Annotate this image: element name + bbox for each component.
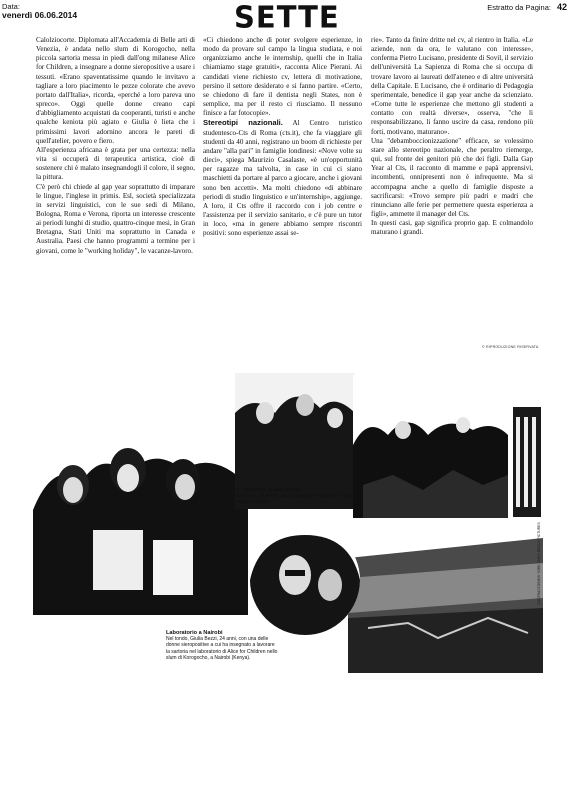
- extract-label: Estratto da Pagina:: [487, 3, 551, 12]
- paragraph: All'esperienza africana è grata per una certezza: nella vita si occuperà di terapeutica artistica, cioè di sostenere chi è malato insegnandogli il colore, il segno, la pittura.: [36, 145, 195, 182]
- caption-text: A sinistra, studentessa a Londra per imparare l'inglese sopra: Caroline,: [236, 493, 357, 506]
- group-students-photo: [33, 390, 248, 615]
- caption-text: Nel tondo, Giulia Bezzi, 24 anni, con una delle donne sieropositive a cui ha insegnato a lavorare la sartoria nel laboratorio di Alice for Children nello slum di Korogocho, a Nairobi (Kenya).: [166, 636, 278, 661]
- article-column-1: [36, 36, 195, 256]
- subsection: [203, 118, 362, 238]
- article-column-3: [371, 36, 533, 237]
- copyright-notice: © RIPRODUZIONE RISERVATA: [482, 345, 539, 349]
- city-view-photo: [348, 518, 543, 673]
- subsection-body: Al Centro turistico studentesco-Cts di Roma (cts.it), che fa viaggiare gli studenti da 40 anni, registrano un boom di richieste per andare "alla pari" in famiglie londinesi: «Nove volte su dieci», spiega Maurizio Casalaste, «è un'opportunità per ragazze ma talvolta, in case in cui ci siano maschietti da portare al parco a giocare, anche i giovani sono ben accetti». Ma molti chiedono «di abbinare periodi di studio linguistico e un'internship», aggiunge. A loro, il Cts offre il raccordo con i job centre e l'assistenza per il servizio sanitario, e c'è pure un tutor in loco, «ma in genere abbiamo sempre riscontri positivi: sono esperienze assai se-: [203, 119, 363, 238]
- caption-top: [236, 487, 361, 506]
- date-label: Data:: [2, 2, 20, 11]
- header-right: [487, 2, 567, 13]
- building-photo: [508, 387, 543, 517]
- caption-bottom: [166, 630, 278, 661]
- masthead: SETTE: [234, 0, 340, 35]
- portrait-photo: [250, 525, 360, 635]
- photo-credit: CONTRASTO/NEW YORK TIMES REDUX PICTURES: [537, 522, 541, 605]
- article-column-2: [203, 36, 362, 238]
- issue-date: venerdì 06.06.2014: [2, 10, 78, 20]
- paragraph: In questi casi, gap significa proprio gap. E colmandolo maturano i grandi.: [371, 219, 533, 237]
- paragraph: rie». Tanto da finire dritte nel cv, al rientro in Italia. «Le aziende, non da ora, le valutano con interesse», conferma Pietro Lucisano, presidente di Sovil, il servizio dell'università La Sapienza di Roma che si occupa di trovare lavoro ai laureati dell'ateneo e di altre università della Capitale. E Lucisano, che è ordinario di Pedagogia sperimentale, benedice il gap year anche da scienziato. «Come tutte le esperienze che mettono gli studenti a contatto con realtà diverse», osserva, "che li responsabilizzano, li fanno uscire da casa, rendono più forti, motivano, maturano».: [371, 36, 533, 136]
- paragraph: C'è però chi chiede al gap year soprattutto di imparare le lingue, l'inglese in primis. Esl, società specializzata in servizi linguistici, con le sue sedi di Milano, Bologna, Roma e Verona, riporta un interesse crescente ai periodi lunghi di studio, quattro-cinque mesi, in Gran Bretagna, Stati Uniti ma soprattutto in Canada e Australia. Paesi che hanno programmi a termine per i giovani, come le "working holiday", le vacanze-lavoro.: [36, 182, 195, 255]
- page-number: 42: [556, 2, 567, 12]
- paragraph: «Ci chiedono anche di poter svolgere esperienze, in modo da provare sul campo la lingua studiata, e noi organizziamo anche le internship, quelli che in Italia chiamiamo stage gratuiti», racconta Alice Pierani. Ai candidati viene richiesto cv, lettera di motivazione, persino il settore desiderato e si fanno partire. «Certo, se chiedono di fare il dentista negli States, non è semplice, ma per il resto ci riusciamo. Il nessuno finisce a far fotocopie».: [203, 36, 362, 118]
- header-left: [2, 2, 77, 20]
- subhead: Stereotipi nazionali.: [203, 118, 283, 128]
- paragraph: Una "debamboccionizzazione" efficace, se volessimo stare allo stereotipo nazionale, che peraltro riemerge, qui, sul fronte dei genitori più che dei figli. Dalla Gap Year al Cts, il racconto di mamme e papà apprensivi, incombenti, onnipresenti non è infrequente. Ma si accompagna anche a quello di famiglie disposte a sacrificarsi: «Trovo sempre più padri e madri che rinunciano alle ferie per permettere questa esperienza a figli», ammette il manager del Cts.: [371, 136, 533, 218]
- caption-title: Laboratorio a Nairobi: [166, 630, 223, 636]
- caption-title: A ciascuno la sua scelta: [236, 487, 301, 493]
- paragraph: Calolziocorte. Diplomata all'Accademia di Belle arti di Venezia, è andata nello slum di Korogocho, nella piccola sartoria messa in piedi dall'ong milanese Alice for Children, a insegnare a donne sieropositive a usare i tessuti. «Erano spaventatissime quando le invitavo a tagliare a loro piacimento le pezze colorate che avevo portato dall'Italia», ricorda, «perché a loro pareva uno spreco». Oggi quelle donne creano capi d'abbigliamento acquistati da cooperanti, turisti e anche qualche keniota più agiato e Giulia è lieta che i primissimi lavori adornino ancora le pareti di quell'atelier, povero e fiero.: [36, 36, 195, 145]
- street-crowd-photo: [353, 375, 508, 521]
